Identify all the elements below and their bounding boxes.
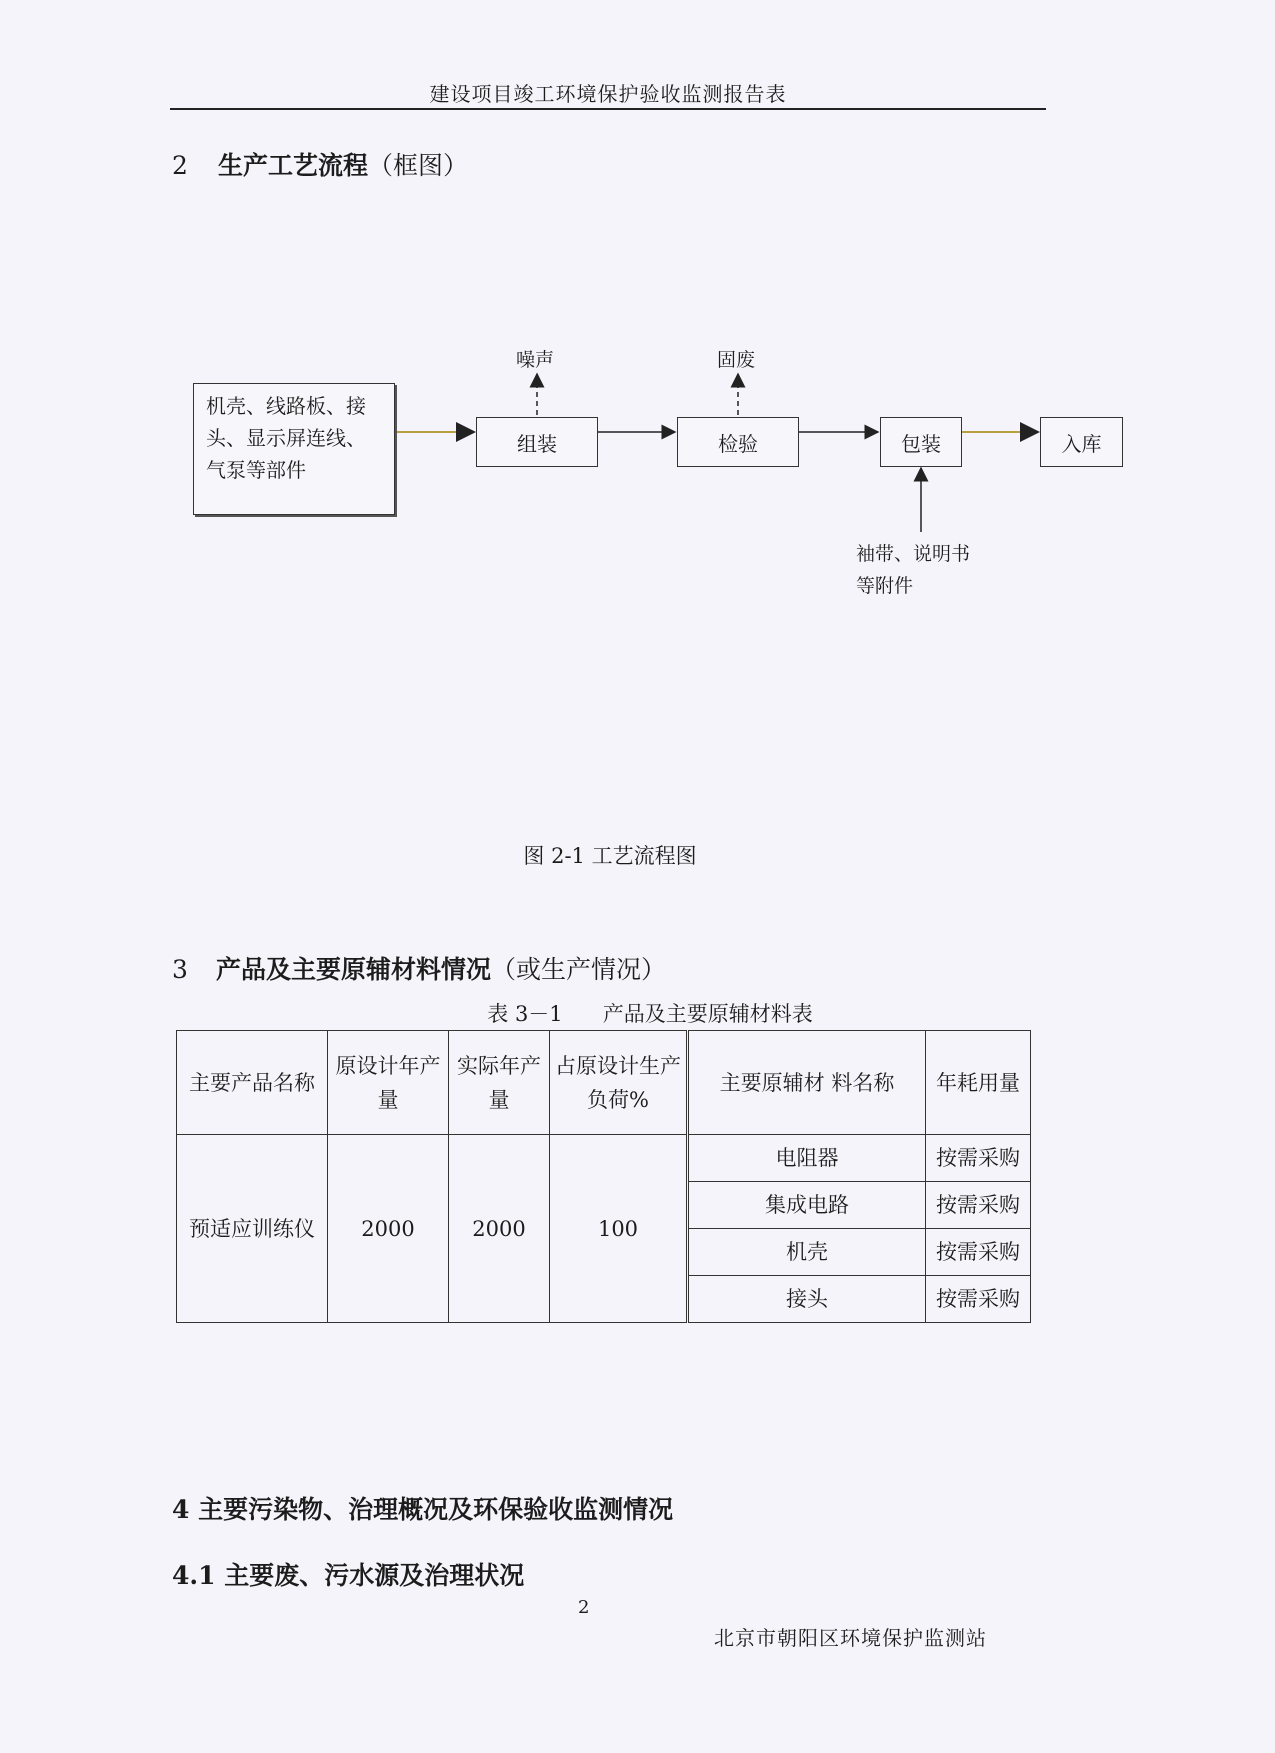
flow-step-storage: 入库 — [1040, 417, 1123, 467]
table-row — [177, 1135, 1031, 1182]
flow-input-line-2: 头、显示屏连线、 — [206, 426, 366, 450]
header-design-output: 原设计年产量 — [328, 1031, 449, 1135]
table-header-row — [177, 1031, 1031, 1135]
cell-material-name: 机壳 — [688, 1229, 926, 1276]
section-2-number: 2 — [172, 151, 188, 180]
section-3-number: 3 — [172, 955, 188, 984]
cell-material-name: 接头 — [688, 1276, 926, 1323]
flow-input-line-3: 气泵等部件 — [206, 458, 306, 482]
section-2-title: 生产工艺流程 — [218, 151, 369, 180]
figure-caption: 图 2-1 工艺流程图 — [523, 844, 697, 868]
header-load-percent: 占原设计生产负荷% — [550, 1031, 688, 1135]
header-material-name: 主要原辅材 料名称 — [688, 1031, 926, 1135]
section-3-paren: （或生产情况） — [491, 955, 667, 984]
section-2-paren: （框图） — [368, 151, 469, 180]
flow-noise-label: 噪声 — [516, 349, 555, 371]
header-product-name: 主要产品名称 — [177, 1031, 328, 1135]
cell-material-name: 集成电路 — [688, 1182, 926, 1229]
header-annual-usage: 年耗用量 — [926, 1031, 1031, 1135]
cell-load-percent: 100 — [550, 1135, 688, 1323]
table-caption: 表 3－1 产品及主要原辅材料表 — [487, 1002, 813, 1026]
flow-step-packing: 包装 — [880, 417, 962, 467]
cell-design-output: 2000 — [328, 1135, 449, 1323]
flow-input-line-1: 机壳、线路板、接 — [206, 394, 366, 418]
cell-actual-output: 2000 — [449, 1135, 550, 1323]
flow-accessories-line-2: 等附件 — [856, 575, 914, 597]
cell-product-name: 预适应训练仪 — [177, 1135, 328, 1323]
page-number: 2 — [578, 1597, 590, 1618]
section-3-title: 产品及主要原辅材料情况 — [216, 955, 492, 984]
flow-accessories-label — [856, 538, 970, 602]
flow-arrows — [0, 0, 1275, 700]
flow-waste-label: 固废 — [717, 349, 756, 371]
flow-step-assembly: 组装 — [476, 417, 598, 467]
cell-material-usage: 按需采购 — [926, 1229, 1031, 1276]
cell-material-usage: 按需采购 — [926, 1135, 1031, 1182]
header-actual-output: 实际年产量 — [449, 1031, 550, 1135]
section-4-1-heading: 4.1 主要废、污水源及治理状况 — [172, 1561, 525, 1590]
flow-accessories-line-1: 袖带、说明书 — [856, 543, 971, 565]
flow-step-inspection: 检验 — [677, 417, 799, 467]
products-materials-table — [176, 1030, 1031, 1323]
report-header-title: 建设项目竣工环境保护验收监测报告表 — [429, 82, 787, 106]
section-3-heading — [172, 950, 666, 986]
flow-input-box — [193, 383, 395, 515]
cell-material-name: 电阻器 — [688, 1135, 926, 1182]
cell-material-usage: 按需采购 — [926, 1276, 1031, 1323]
cell-material-usage: 按需采购 — [926, 1182, 1031, 1229]
footer-organization: 北京市朝阳区环境保护监测站 — [714, 1626, 987, 1650]
section-4-heading: 4 主要污染物、治理概况及环保验收监测情况 — [172, 1495, 674, 1524]
